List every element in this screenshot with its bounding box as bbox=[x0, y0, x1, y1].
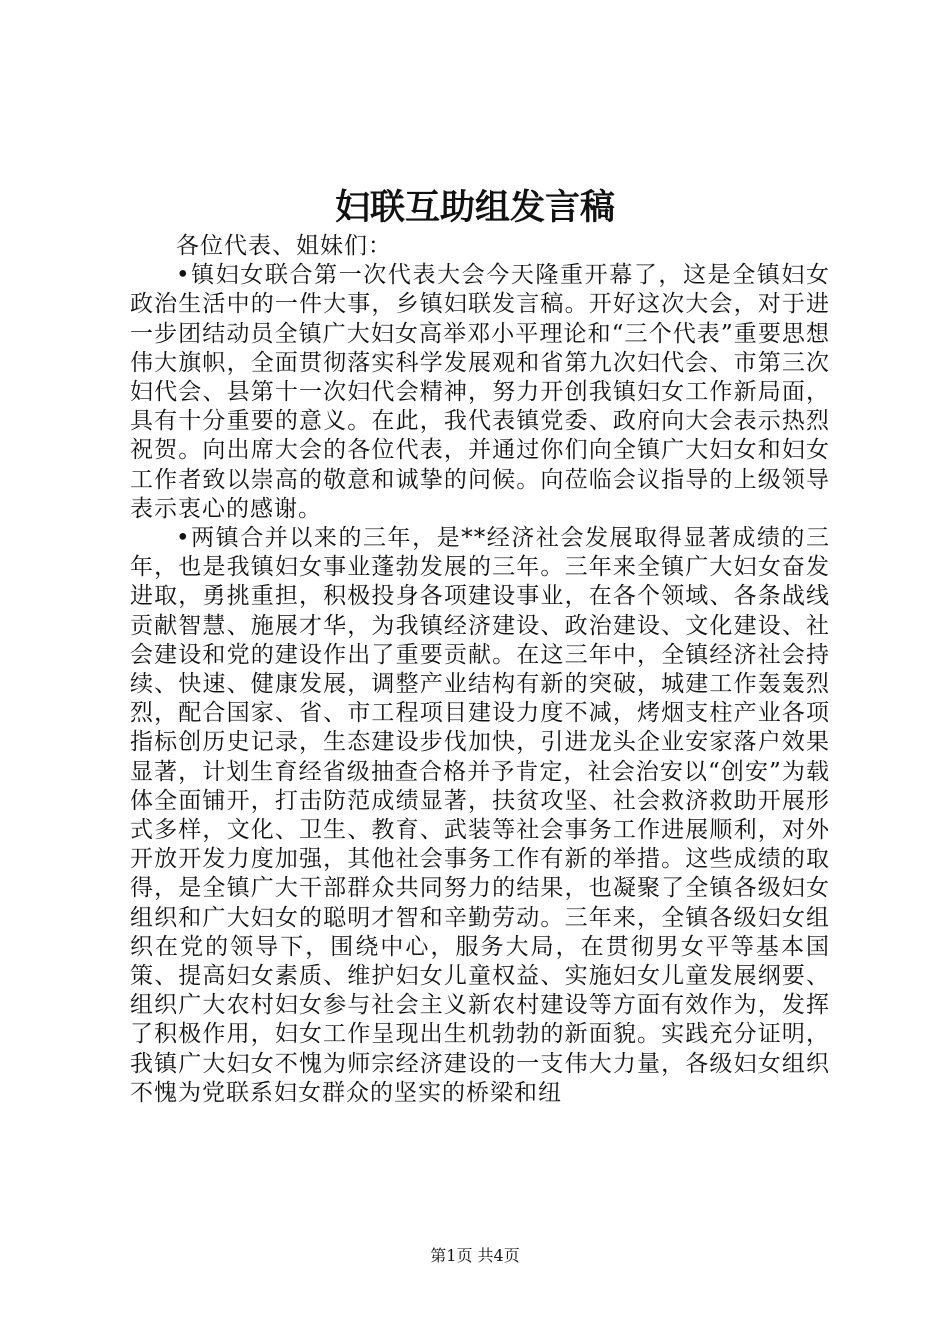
document-title: 妇联互助组发言稿 bbox=[334, 187, 615, 228]
paragraph-achievements: •两镇合并以来的三年，是**经济社会发展取得显著成绩的三年，也是我镇妇女事业蓬勃发展的三年。三年来全镇广大妇女奋发进取，勇挑重担，积极投身各项建设事业，在各个领域、各条战线贡献智慧、施展才华，为我镇经济建设、政治建设、文化建设、社会建设和党的建设作出了重要贡献。在这三年中，全镇经济社会持续、快速、健康发展，调整产业结构有新的突破，城建工作轰轰烈烈，配合国家、省、市工程项目建设力度不减，烤烟支柱产业各项指标创历史记录，生态建设步伐加快，引进龙头企业安家落户效果显著，计划生育经省级抽查合格并予肯定，社会治安以“创安”为载体全面铺开，打击防范成绩显著，扶贫攻坚、社会救济救助开展形式多样，文化、卫生、教育、武装等社会事务工作进展顺利，对外开放开发力度加强，其他社会事务工作有新的举措。这些成绩的取得，是全镇广大干部群众共同努力的结果，也凝聚了全镇各级妇女组织和广大妇女的聪明才智和辛勤劳动。三年来，全镇各级妇女组织在党的领导下，围绕中心，服务大局，在贯彻男女平等基本国策、提高妇女素质、维护妇女儿童权益、实施妇女儿童发展纲要、组织广大农村妇女参与社会主义新农村建设等方面有效作为，发挥了积极作用，妇女工作呈现出生机勃勃的新面貌。实践充分证明，我镇广大妇女不愧为师宗经济建设的一支伟大力量，各级妇女组织不愧为党联系妇女群众的坚实的桥梁和纽 bbox=[130, 525, 830, 1106]
page-footer: 第1页 共4页 bbox=[430, 1246, 520, 1265]
salutation: 各位代表、姐妹们： bbox=[176, 233, 392, 259]
paragraph-opening: •镇妇女联合第一次代表大会今天隆重开幕了，这是全镇妇女政治生活中的一件大事，乡镇妇联发言稿。开好这次大会，对于进一步团结动员全镇广大妇女高举邓小平理论和“三个代表”重要思想伟大旗帜，全面贯彻落实科学发展观和省第九次妇代会、市第三次妇代会、县第十一次妇代会精神，努力开创我镇妇女工作新局面，具有十分重要的意义。在此，我代表镇党委、政府向大会表示热烈祝贺。向出席大会的各位代表，并通过你们向全镇广大妇女和妇女工作者致以崇高的敬意和诚挚的问候。向莅临会议指导的上级领导表示衷心的感谢。 bbox=[130, 262, 830, 522]
document-body bbox=[130, 232, 830, 1108]
